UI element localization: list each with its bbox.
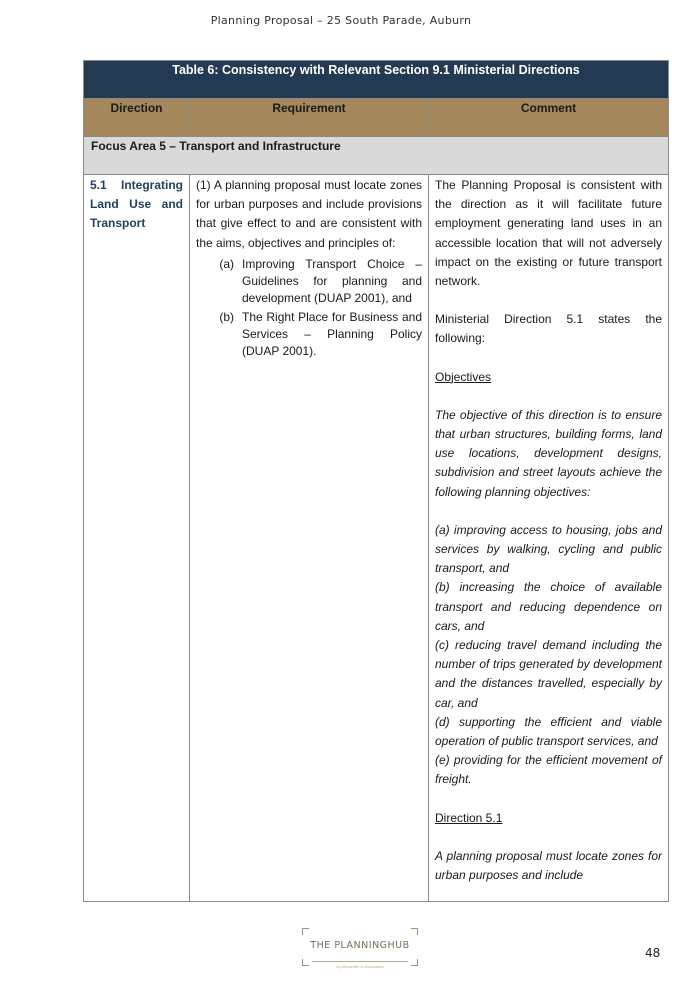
- consistency-table: [83, 60, 669, 902]
- objectives-intro: The objective of this direction is to ensure that urban structures, building forms, land use locations, development designs, subdivision and street layouts achieve the following planning objectives:: [435, 407, 663, 499]
- direction-cell: 5.1 Integrating Land Use and Transport: [84, 175, 190, 902]
- list-marker: (b): [219, 309, 234, 324]
- planning-hub-logo: [302, 928, 418, 969]
- list-item-text: Improving Transport Choice – Guidelines for planning and development (DUAP 2001), and: [242, 256, 422, 305]
- logo-tagline: by Alexander & Associates: [336, 964, 384, 969]
- list-item-text: The Right Place for Business and Services – Planning Policy (DUAP 2001).: [242, 309, 422, 358]
- objective-item: (e) providing for the efficient movement of freight.: [435, 753, 663, 787]
- requirement-cell: [190, 175, 429, 902]
- list-marker: (a): [219, 256, 234, 271]
- comment-paragraph: The Planning Proposal is consistent with the direction as it will facilitate future employment generating land uses in an accessible location that will not adversely impact on the existing or future transport network.: [435, 178, 663, 289]
- logo-text: THE PLANNINGHUB: [310, 940, 410, 951]
- running-header: Planning Proposal – 25 South Parade, Auburn: [210, 14, 472, 27]
- column-header-requirement: Requirement: [190, 99, 429, 137]
- requirement-list: [196, 256, 422, 360]
- objective-item: (b) increasing the choice of available transport and reducing dependence on cars, and: [435, 580, 663, 633]
- page-number: 48: [645, 946, 661, 960]
- column-header-comment: Comment: [429, 99, 669, 137]
- table-header-row: [84, 99, 669, 137]
- objectives-heading: Objectives: [435, 369, 492, 384]
- table-title-row: [84, 61, 669, 99]
- table-row: [84, 175, 669, 902]
- list-item: [196, 309, 422, 360]
- column-header-direction: Direction: [84, 99, 190, 137]
- focus-area-row: [84, 137, 669, 175]
- table-title: Table 6: Consistency with Relevant Section 9.1 Ministerial Directions: [84, 61, 669, 99]
- logo-corner-mark: [411, 928, 418, 935]
- focus-area-label: Focus Area 5 – Transport and Infrastructure: [84, 137, 669, 175]
- requirement-intro: (1) A planning proposal must locate zones for urban purposes and include provisions that give effect to and are consistent with the aims, objectives and principles of:: [196, 178, 422, 250]
- objective-item: (d) supporting the efficient and viable operation of public transport services, and: [435, 714, 663, 749]
- direction-text: A planning proposal must locate zones for urban purposes and include: [435, 848, 663, 883]
- direction-heading: Direction 5.1: [435, 810, 503, 825]
- list-item: [196, 256, 422, 307]
- comment-paragraph: Ministerial Direction 5.1 states the following:: [435, 312, 663, 346]
- comment-cell: [429, 175, 669, 902]
- logo-corner-mark: [302, 928, 309, 935]
- objective-item: (c) reducing travel demand including the number of trips generated by development and the distances travelled, especially by car, and: [435, 638, 663, 710]
- logo-divider: [312, 961, 408, 962]
- objective-item: (a) improving access to housing, jobs and services by walking, cycling and public transport, and: [435, 522, 663, 576]
